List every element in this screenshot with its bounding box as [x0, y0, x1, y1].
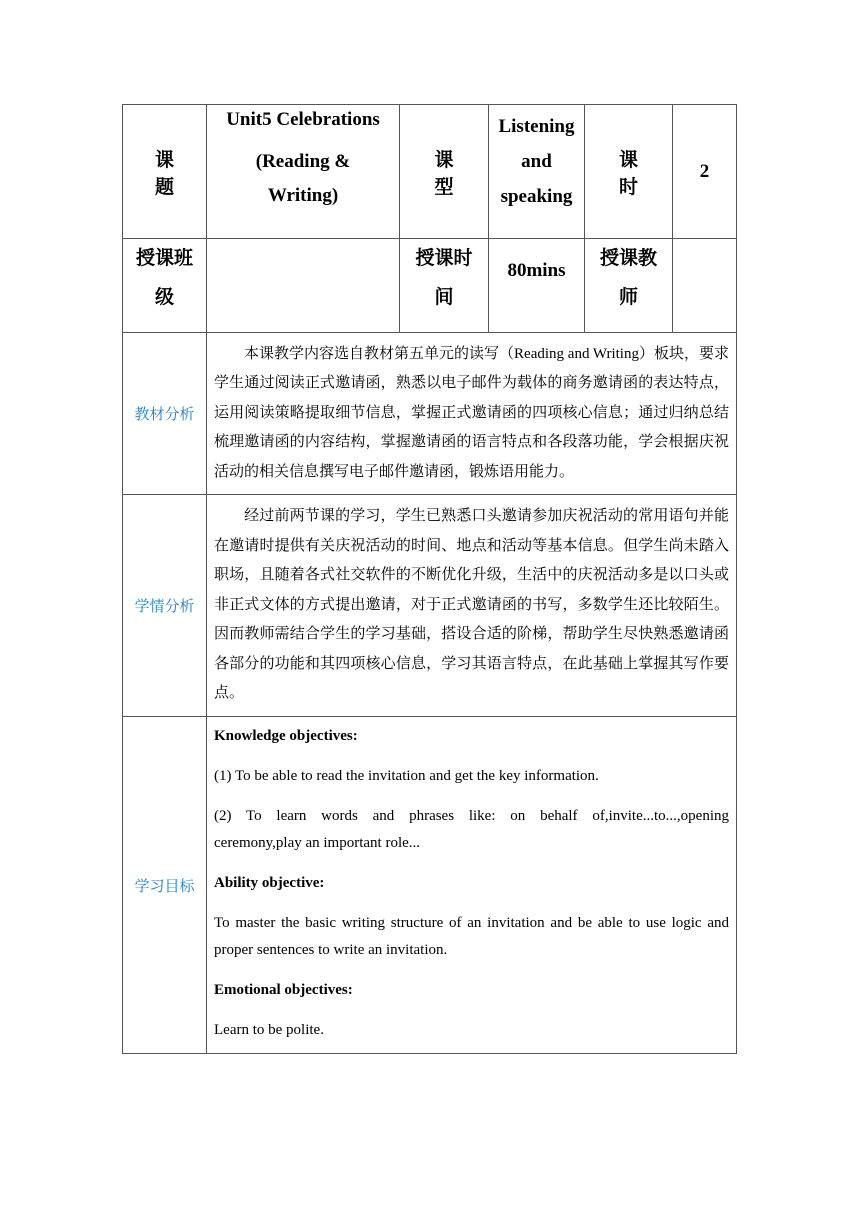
student-analysis-label: 学情分析 [123, 495, 207, 717]
ability-objective-heading: Ability objective: [214, 875, 325, 891]
topic-title-line2: (Reading & Writing) [255, 151, 351, 206]
student-analysis-body: 经过前两节课的学习，学生已熟悉口头邀请参加庆祝活动的常用语句并能在邀请时提供有关庆祝活动的时间、地点和活动等基本信息。但学生尚未踏入职场，且随着各式社交软件的不断优化升级，生活中的庆祝活动多是以口头或非正式文体的方式提出邀请，对于正式邀请函的书写，多数学生还比较陌生。因而教师需结合学生的学习基础，搭设合适的阶梯，帮助学生尽快熟悉邀请函各部分的功能和其四项核心信息，学习其语言特点，在此基础上掌握其写作要点。 [214, 507, 729, 702]
textbook-analysis-label: 教材分析 [123, 333, 207, 495]
teacher-label: 授课教师 [585, 239, 673, 333]
learning-objectives-content [207, 717, 737, 1054]
emotional-objectives-heading: Emotional objectives: [214, 982, 353, 998]
row-learning-objectives [123, 717, 737, 1054]
topic-title-line1: Unit5 Celebrations [226, 109, 380, 130]
knowledge-objective-2-line2: ceremony,play an important role... [214, 835, 421, 851]
time-value: 80mins [489, 239, 585, 333]
knowledge-objective-1: (1) To be able to read the invitation and get the key information. [214, 768, 599, 784]
class-value [207, 239, 400, 333]
lesson-plan-table [122, 104, 737, 1054]
type-label: 课 型 [400, 105, 489, 239]
type-value: Listening and speaking [489, 105, 585, 239]
hours-value: 2 [673, 105, 737, 239]
row-textbook-analysis [123, 333, 737, 495]
teacher-value [673, 239, 737, 333]
ability-objective-text: To master the basic writing structure of an invitation and be able to use logic and proper sentences to write an invitation. [214, 915, 729, 958]
textbook-analysis-body: 本课教学内容选自教材第五单元的读写（Reading and Writing）板块，要求学生通过阅读正式邀请函，熟悉以电子邮件为载体的商务邀请函的表达特点，运用阅读策略提取细节信息，掌握正式邀请函的四项核心信息；通过归纳总结梳理邀请函的内容结构，掌握邀请函的语言特点和各段落功能，学会根据庆祝活动的相关信息撰写电子邮件邀请函，锻炼语用能力。 [214, 345, 729, 480]
class-label: 授课班级 [123, 239, 207, 333]
row-class-info [123, 239, 737, 333]
time-label: 授课时间 [400, 239, 489, 333]
row-student-analysis [123, 495, 737, 717]
row-topic [123, 105, 737, 239]
topic-label: 课 题 [123, 105, 207, 239]
knowledge-objective-2-line1: (2) To learn words and phrases like: on behalf of,invite...to...,opening [214, 808, 729, 824]
learning-objectives-label: 学习目标 [123, 717, 207, 1054]
topic-title [207, 105, 400, 239]
hours-label: 课 时 [585, 105, 673, 239]
textbook-analysis-text [207, 333, 737, 495]
knowledge-objectives-heading: Knowledge objectives: [214, 728, 358, 744]
emotional-objective-text: Learn to be polite. [214, 1022, 324, 1038]
student-analysis-text [207, 495, 737, 717]
